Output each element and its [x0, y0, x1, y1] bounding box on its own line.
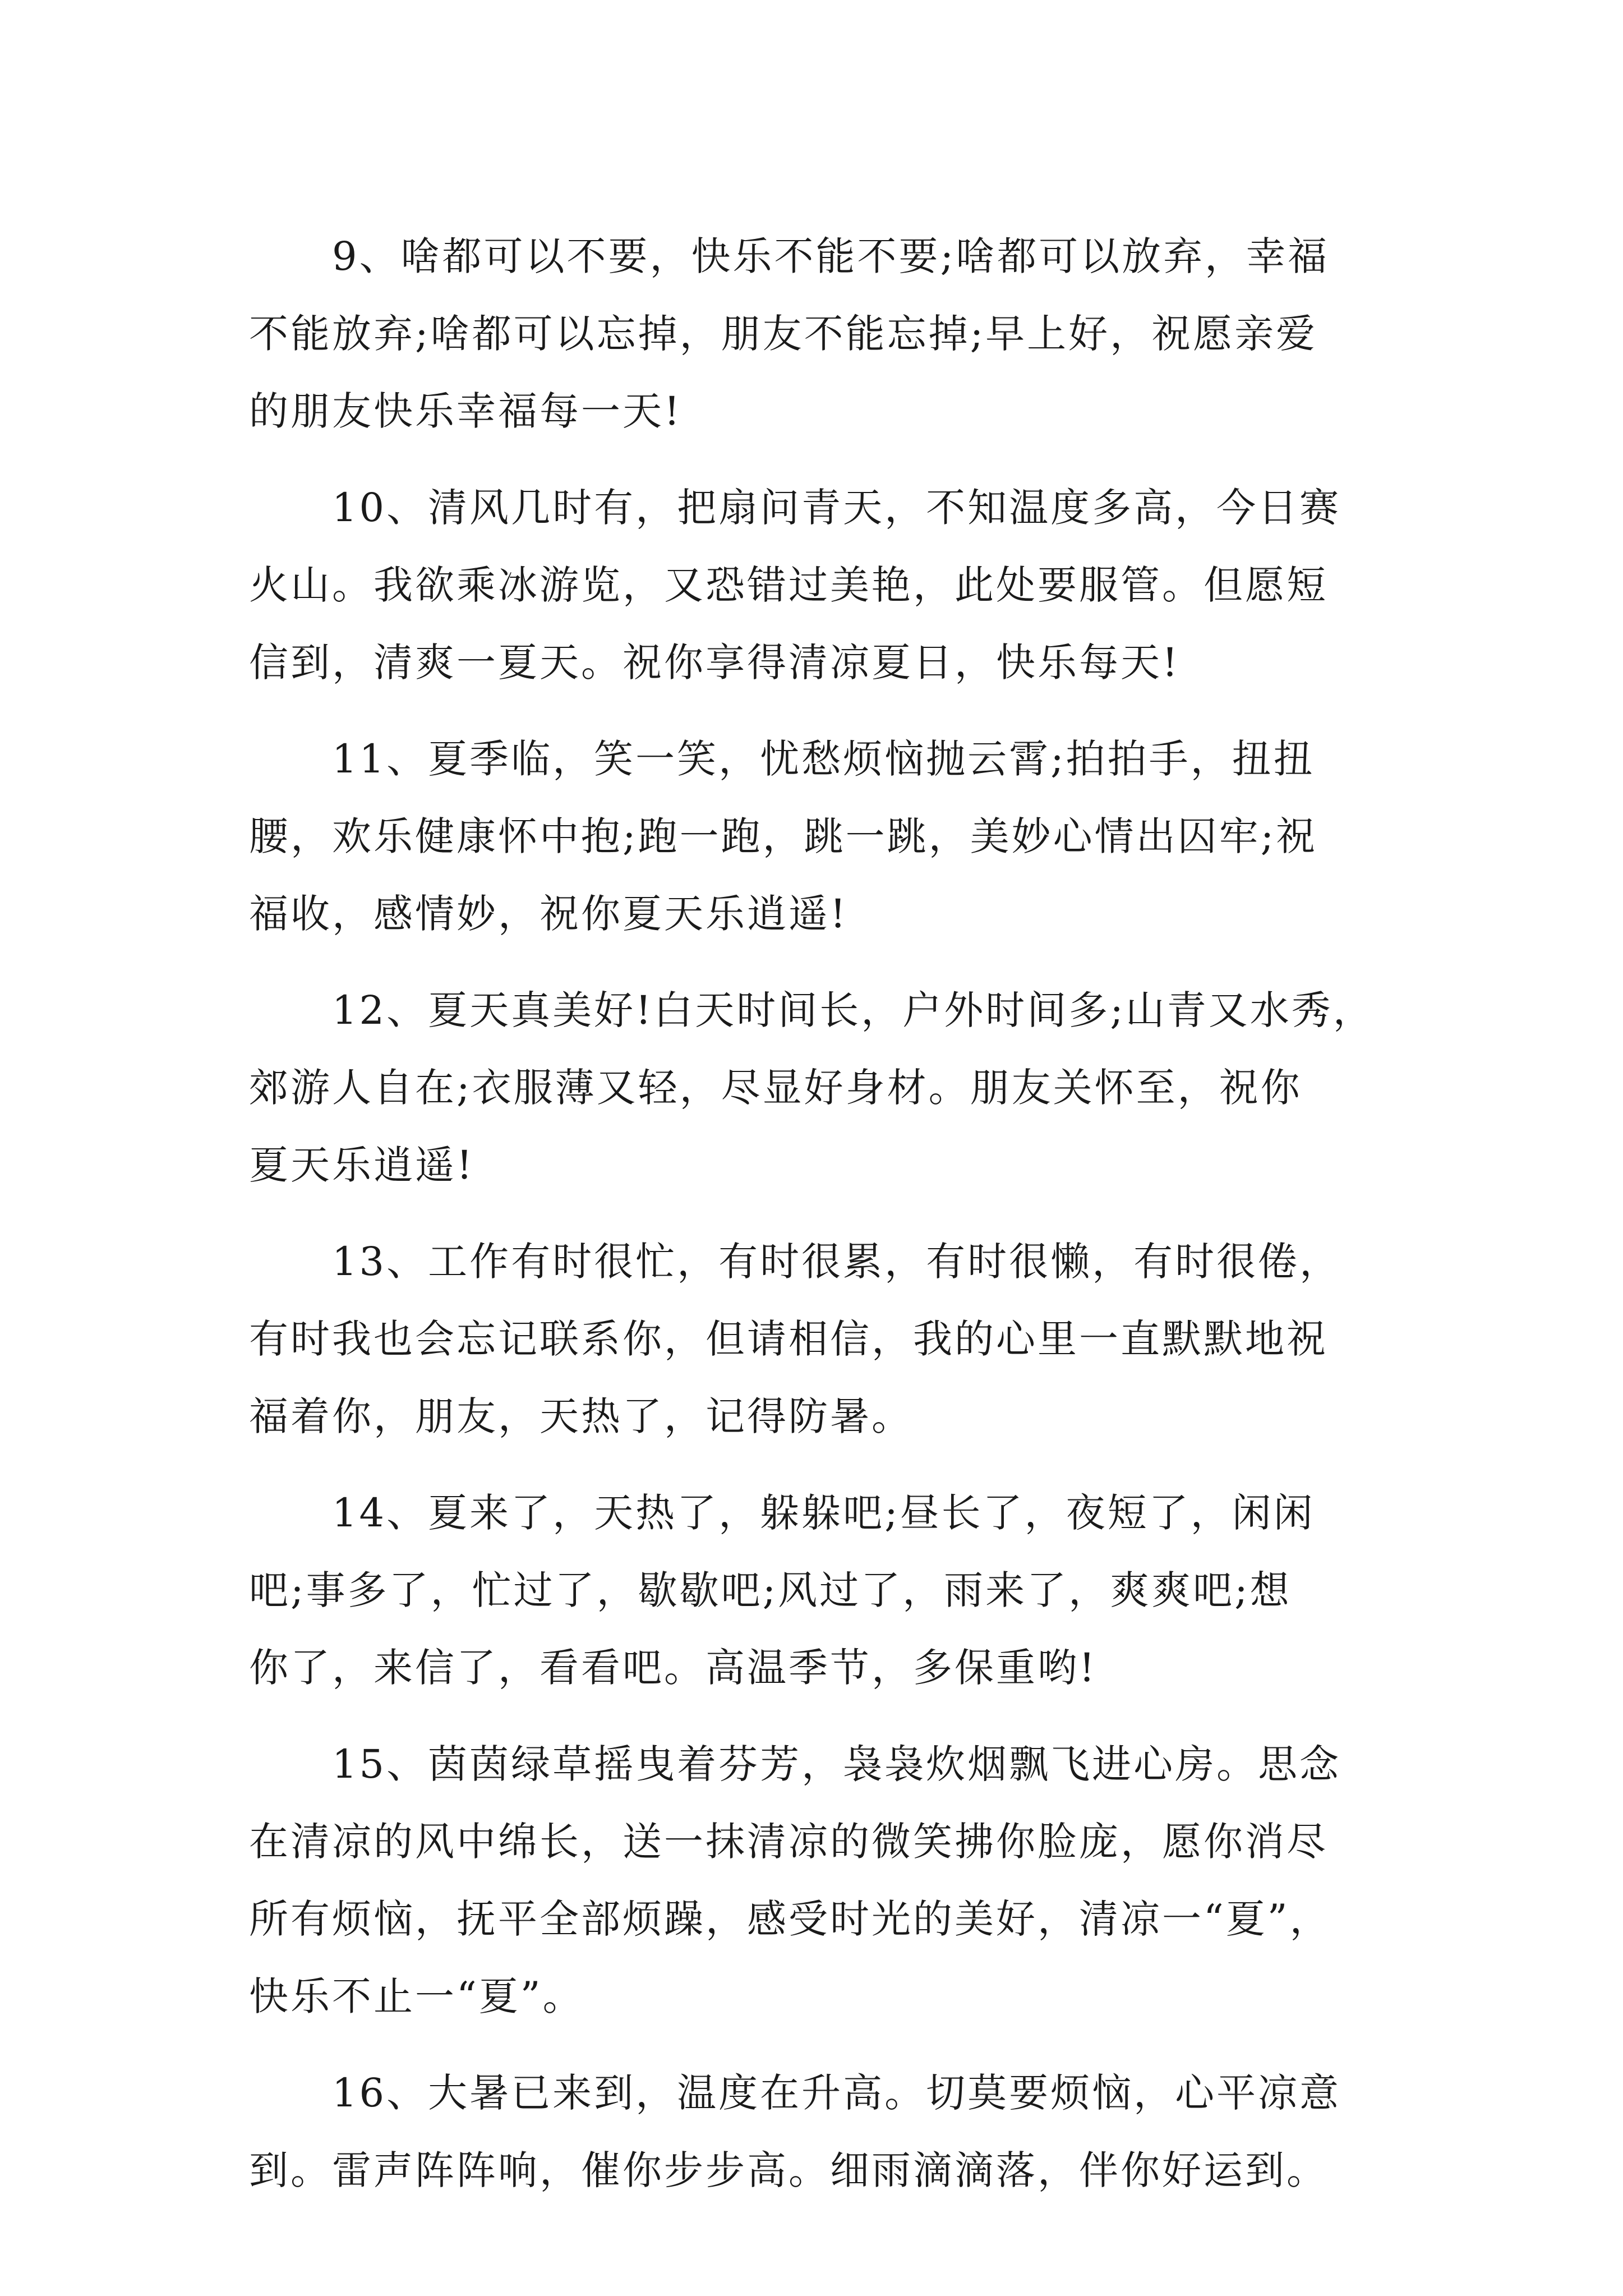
- paragraph-line: 你了，来信了，看看吧。高温季节，多保重哟!: [249, 1645, 1098, 1691]
- paragraph-14: [249, 1474, 1415, 1706]
- paragraph-line: 到。雷声阵阵响，催你步步高。细雨滴滴落，伴你好运到。: [249, 2147, 1328, 2193]
- paragraph-11: [249, 720, 1415, 953]
- paragraph-line: 的朋友快乐幸福每一天!: [249, 388, 683, 434]
- paragraph-line: 夏天乐逍遥!: [249, 1142, 475, 1188]
- paragraph-line: 13、工作有时很忙，有时很累，有时很懒，有时很倦，: [332, 1239, 1341, 1285]
- paragraph-15: [249, 1726, 1415, 2035]
- paragraph-line: 信到，清爽一夏天。祝你享得清凉夏日，快乐每天!: [249, 639, 1181, 685]
- paragraph-line: 16、大暑已来到，温度在升高。切莫要烦恼，心平凉意: [332, 2070, 1341, 2116]
- paragraph-line: 在清凉的风中绵长，送一抹清凉的微笑拂你脸庞，愿你消尽: [249, 1819, 1328, 1865]
- paragraph-line: 所有烦恼，抚平全部烦躁，感受时光的美好，清凉一“夏”，: [249, 1896, 1331, 1942]
- paragraph-line: 11、夏季临，笑一笑，忧愁烦恼抛云霄;拍拍手，扭扭: [332, 736, 1315, 782]
- paragraph-line: 腰，欢乐健康怀中抱;跑一跑，跳一跳，美妙心情出囚牢;祝: [249, 813, 1318, 859]
- paragraph-line: 福收，感情妙，祝你夏天乐逍遥!: [249, 891, 849, 937]
- paragraph-9: [249, 218, 1415, 450]
- paragraph-line: 不能放弃;啥都可以忘掉，朋友不能忘掉;早上好，祝愿亲爱: [249, 311, 1318, 357]
- paragraph-line: 吧;事多了，忙过了，歇歇吧;风过了，雨来了，爽爽吧;想: [249, 1567, 1292, 1613]
- paragraph-line: 10、清风几时有，把扇问青天，不知温度多高，今日赛: [332, 485, 1341, 531]
- paragraph-12: [249, 972, 1415, 1204]
- paragraph-line: 12、夏天真美好!白天时间长，户外时间多;山青又水秀，: [332, 987, 1375, 1033]
- paragraph-10: [249, 469, 1415, 701]
- paragraph-line: 郊游人自在;衣服薄又轻，尽显好身材。朋友关怀至，祝你: [249, 1065, 1302, 1111]
- paragraph-13: [249, 1223, 1415, 1455]
- document-body: [249, 218, 1415, 2228]
- paragraph-line: 快乐不止一“夏”。: [249, 1973, 584, 2019]
- paragraph-line: 15、茵茵绿草摇曳着芬芳，袅袅炊烟飘飞进心房。思念: [332, 1741, 1341, 1787]
- paragraph-line: 9、啥都可以不要，快乐不能不要;啥都可以放弃，幸福: [332, 233, 1330, 279]
- paragraph-line: 有时我也会忘记联系你，但请相信，我的心里一直默默地祝: [249, 1316, 1328, 1362]
- paragraph-line: 火山。我欲乘冰游览，又恐错过美艳，此处要服管。但愿短: [249, 562, 1328, 608]
- paragraph-line: 14、夏来了，天热了，躲躲吧;昼长了，夜短了，闲闲: [332, 1490, 1315, 1536]
- paragraph-line: 福着你，朋友，天热了，记得防暑。: [249, 1393, 913, 1439]
- paragraph-16: [249, 2054, 1415, 2209]
